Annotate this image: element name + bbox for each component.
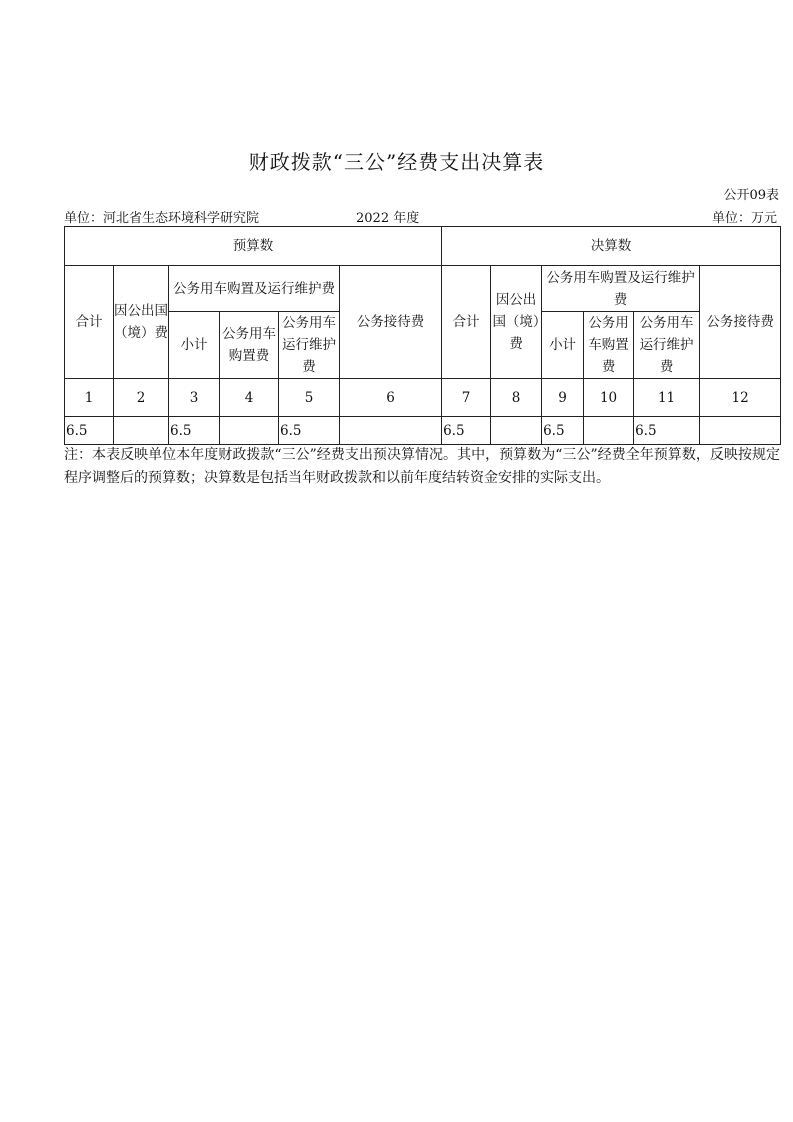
- col-number: 8: [491, 379, 542, 417]
- header-car-group: 公务用车购置及运行维护费: [169, 266, 340, 312]
- header-subtotal: 小计: [169, 312, 220, 379]
- header-total: 合计: [442, 266, 491, 379]
- form-number: 公开09表: [723, 188, 779, 203]
- header-car-run: 公务用车运行维护费: [634, 312, 700, 379]
- col-number: 5: [279, 379, 340, 417]
- col-number: 11: [634, 379, 700, 417]
- col-number: 1: [65, 379, 114, 417]
- unit-label: 单位：河北省生态环境科学研究院: [64, 211, 260, 226]
- fiscal-year: 2022 年度: [356, 211, 420, 226]
- meta-row: [64, 207, 779, 225]
- footnote: 注：本表反映单位本年度财政拨款“三公”经费支出预决算情况。其中，预算数为“三公”经费全年预算数，反映按规定程序调整后的预算数；决算数是包括当年财政拨款和以前年度结转资金安排的实际支出。: [64, 447, 780, 486]
- col-number: 4: [220, 379, 279, 417]
- value-cell: 6.5: [65, 417, 114, 445]
- header-car-run: 公务用车运行维护费: [279, 312, 340, 379]
- col-number: 2: [114, 379, 169, 417]
- value-cell: [491, 417, 542, 445]
- page-title: 财政拨款“三公”经费支出决算表: [248, 150, 545, 174]
- value-cell: 6.5: [542, 417, 584, 445]
- header-subtotal: 小计: [542, 312, 584, 379]
- header-car-purchase: 公务用车购置费: [584, 312, 634, 379]
- value-cell: 6.5: [169, 417, 220, 445]
- money-unit: 单位：万元: [711, 211, 777, 226]
- value-cell: [700, 417, 781, 445]
- header-car-purchase: 公务用车购置费: [220, 312, 279, 379]
- col-number: 10: [584, 379, 634, 417]
- col-number: 9: [542, 379, 584, 417]
- header-abroad: 因公出国（境）费: [114, 266, 169, 379]
- group-header-final: 决算数: [442, 227, 781, 266]
- header-abroad: 因公出国（境）费: [491, 266, 542, 379]
- col-number: 12: [700, 379, 781, 417]
- group-header-budget: 预算数: [65, 227, 442, 266]
- col-number: 3: [169, 379, 220, 417]
- value-cell: [340, 417, 442, 445]
- value-cell: [220, 417, 279, 445]
- value-cell: 6.5: [442, 417, 491, 445]
- value-cell: 6.5: [634, 417, 700, 445]
- col-number: 7: [442, 379, 491, 417]
- value-cell: [584, 417, 634, 445]
- col-number: 6: [340, 379, 442, 417]
- header-reception: 公务接待费: [340, 266, 442, 379]
- value-cell: [114, 417, 169, 445]
- header-car-group: 公务用车购置及运行维护费: [542, 266, 700, 312]
- header-reception: 公务接待费: [700, 266, 781, 379]
- header-total: 合计: [65, 266, 114, 379]
- value-cell: 6.5: [279, 417, 340, 445]
- three-public-expense-table: [64, 226, 781, 445]
